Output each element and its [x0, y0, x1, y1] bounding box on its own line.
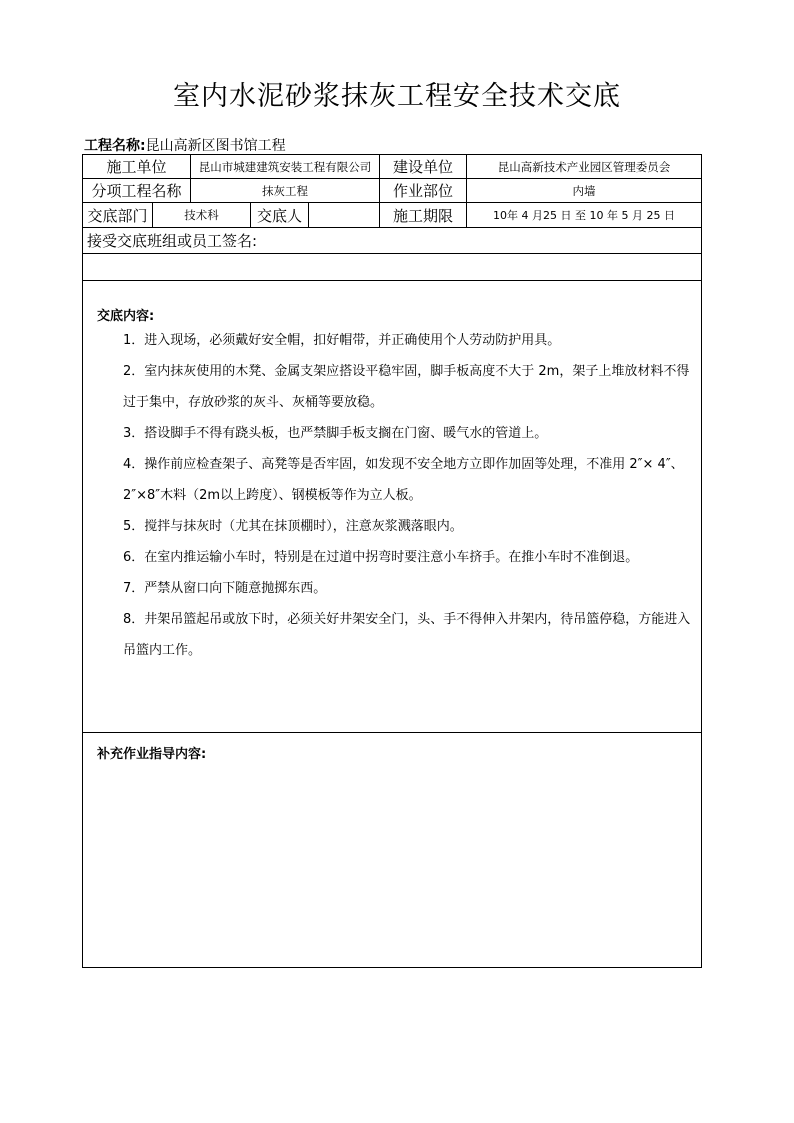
row-sub-project — [83, 179, 701, 203]
handover-person-label: 交底人 — [251, 203, 309, 227]
construction-unit-value: 昆山市城建建筑安装工程有限公司 — [191, 155, 380, 178]
owner-unit-label: 建设单位 — [380, 155, 467, 178]
project-name-line — [84, 135, 286, 155]
content-item: 2．室内抹灰使用的木凳、金属支架应搭设平稳牢固，脚手板高度不大于 2m，架子上堆放材料不得过于集中，存放砂浆的灰斗、灰桶等要放稳。 — [123, 364, 690, 410]
construction-unit-label: 施工单位 — [83, 155, 191, 178]
sub-project-value: 抹灰工程 — [191, 179, 380, 202]
row-signature-blank — [83, 254, 701, 281]
handover-dept-value: 技术科 — [153, 203, 251, 227]
content-item: 4．操作前应检查架子、高凳等是否牢固，如发现不安全地方立即作加固等处理，不准用 2″× 4″、2″×8″木料（2m以上跨度）、钢模板等作为立人板。 — [123, 457, 684, 503]
row-signature — [83, 228, 701, 254]
supplement-heading: 补充作业指导内容: — [97, 747, 207, 762]
content-heading: 交底内容: — [97, 309, 155, 324]
work-location-label: 作业部位 — [380, 179, 467, 202]
signature-label: 接受交底班组或员工签名: — [87, 232, 258, 250]
project-name-value: 昆山高新区图书馆工程 — [145, 138, 286, 154]
handover-person-value — [309, 203, 380, 227]
sub-project-label: 分项工程名称 — [83, 179, 191, 202]
project-name-label: 工程名称: — [84, 138, 146, 154]
owner-unit-value: 昆山高新技术产业园区管理委员会 — [497, 159, 671, 174]
construction-period-value: 10年 4 月25 日 至 10 年 5 月 25 日 — [493, 209, 675, 222]
handover-form-table — [82, 154, 702, 968]
content-item: 7．严禁从窗口向下随意抛掷东西。 — [123, 581, 327, 596]
content-item: 5．搅拌与抹灰时（尤其在抹顶棚时），注意灰浆溅落眼内。 — [123, 519, 463, 534]
handover-dept-label: 交底部门 — [83, 203, 153, 227]
construction-period-label: 施工期限 — [380, 203, 467, 227]
row-construction-unit — [83, 155, 701, 179]
content-item: 8．井架吊篮起吊或放下时，必须关好井架安全门，头、手不得伸入井架内，待吊篮停稳，方能进入吊篮内工作。 — [123, 612, 691, 658]
content-item: 6．在室内推运输小车时，特别是在过道中拐弯时要注意小车挤手。在推小车时不准倒退。 — [123, 550, 639, 565]
document-title: 室内水泥砂浆抹灰工程安全技术交底 — [173, 81, 621, 112]
content-item: 3．搭设脚手不得有跷头板，也严禁脚手板支搁在门窗、暖气水的管道上。 — [123, 426, 548, 441]
row-handover-dept — [83, 203, 701, 228]
work-location-value: 内墙 — [572, 183, 596, 198]
content-item: 1．进入现场，必须戴好安全帽，扣好帽带，并正确使用个人劳动防护用具。 — [123, 333, 561, 348]
